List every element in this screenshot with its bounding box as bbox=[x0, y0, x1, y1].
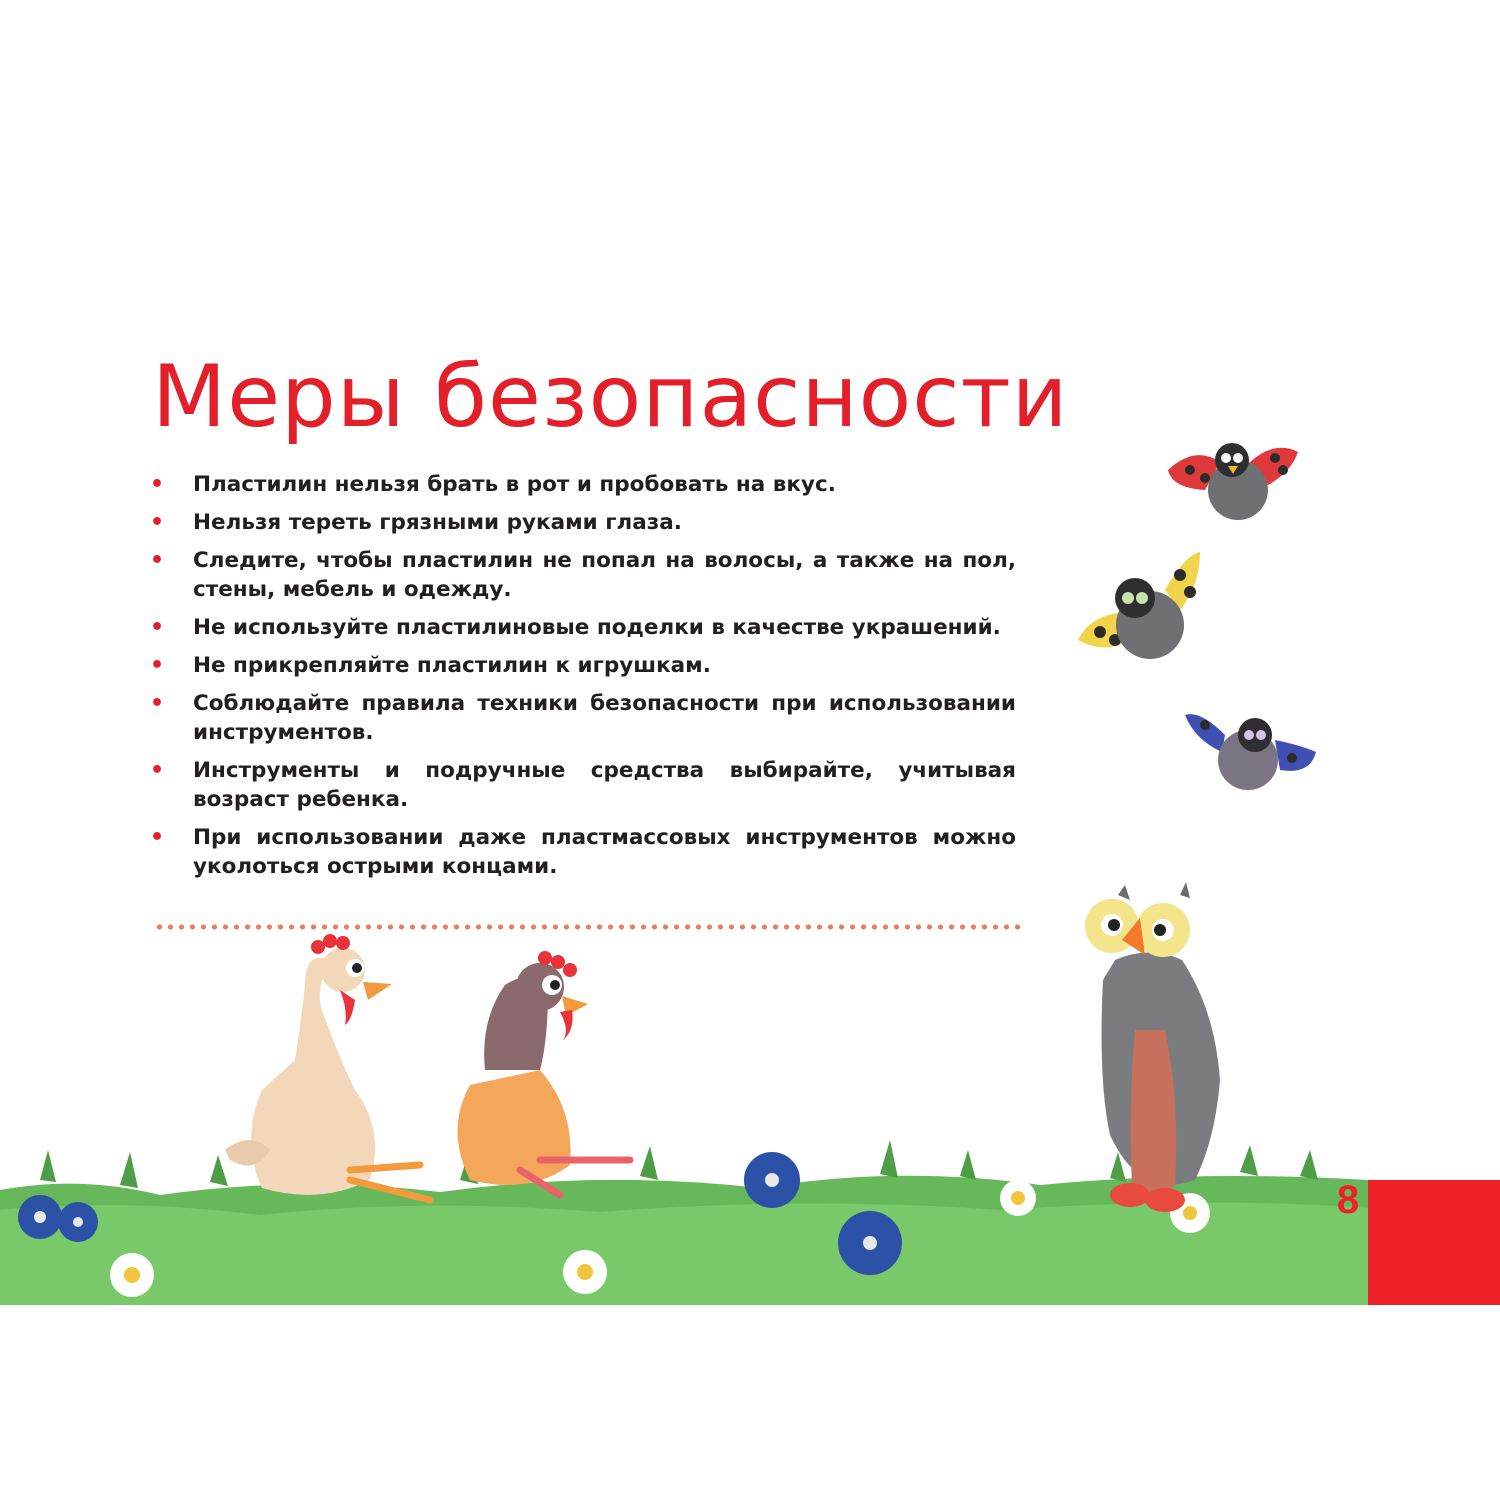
bullet-icon: • bbox=[150, 472, 165, 497]
bullet-icon: • bbox=[150, 510, 165, 535]
rule-text: Не используйте пластилиновые поделки в качестве украшений. bbox=[193, 615, 1001, 640]
bullet-icon: • bbox=[150, 615, 165, 640]
rule-text: Соблюдайте правила техники безопасности при использовании инструментов. bbox=[193, 691, 1016, 745]
red-winged-bug-figure bbox=[1168, 443, 1298, 520]
page-number-block bbox=[1368, 1180, 1500, 1305]
rule-text: Пластилин нельзя брать в рот и пробовать на вкус. bbox=[193, 472, 836, 497]
rule-text: Инструменты и подручные средства выбирайте, учитывая возраст ребенка. bbox=[193, 758, 1016, 812]
rule-text: Нельзя тереть грязными руками глаза. bbox=[193, 510, 682, 535]
bullet-icon: • bbox=[150, 825, 165, 850]
blue-winged-bug-figure bbox=[1185, 714, 1316, 790]
rule-text: При использовании даже пластмассовых инструментов можно уколоться острыми концами. bbox=[193, 825, 1016, 879]
yellow-winged-bug-figure bbox=[1078, 552, 1200, 659]
bullet-icon: • bbox=[150, 758, 165, 783]
bullet-icon: • bbox=[150, 653, 165, 678]
page-title: Меры безопасности bbox=[152, 347, 1069, 447]
gray-owl-figure bbox=[1085, 882, 1220, 1212]
beige-hen-figure bbox=[225, 934, 430, 1200]
rule-text: Не прикрепляйте пластилин к игрушкам. bbox=[193, 653, 711, 678]
rule-text: Следите, чтобы пластилин не попал на волосы, а также на пол, стены, мебель и одежду. bbox=[193, 548, 1016, 602]
page-number: 8 bbox=[1336, 1178, 1360, 1222]
bullet-icon: • bbox=[150, 691, 165, 716]
orange-hen-figure bbox=[458, 951, 631, 1195]
bullet-icon: • bbox=[150, 548, 165, 573]
